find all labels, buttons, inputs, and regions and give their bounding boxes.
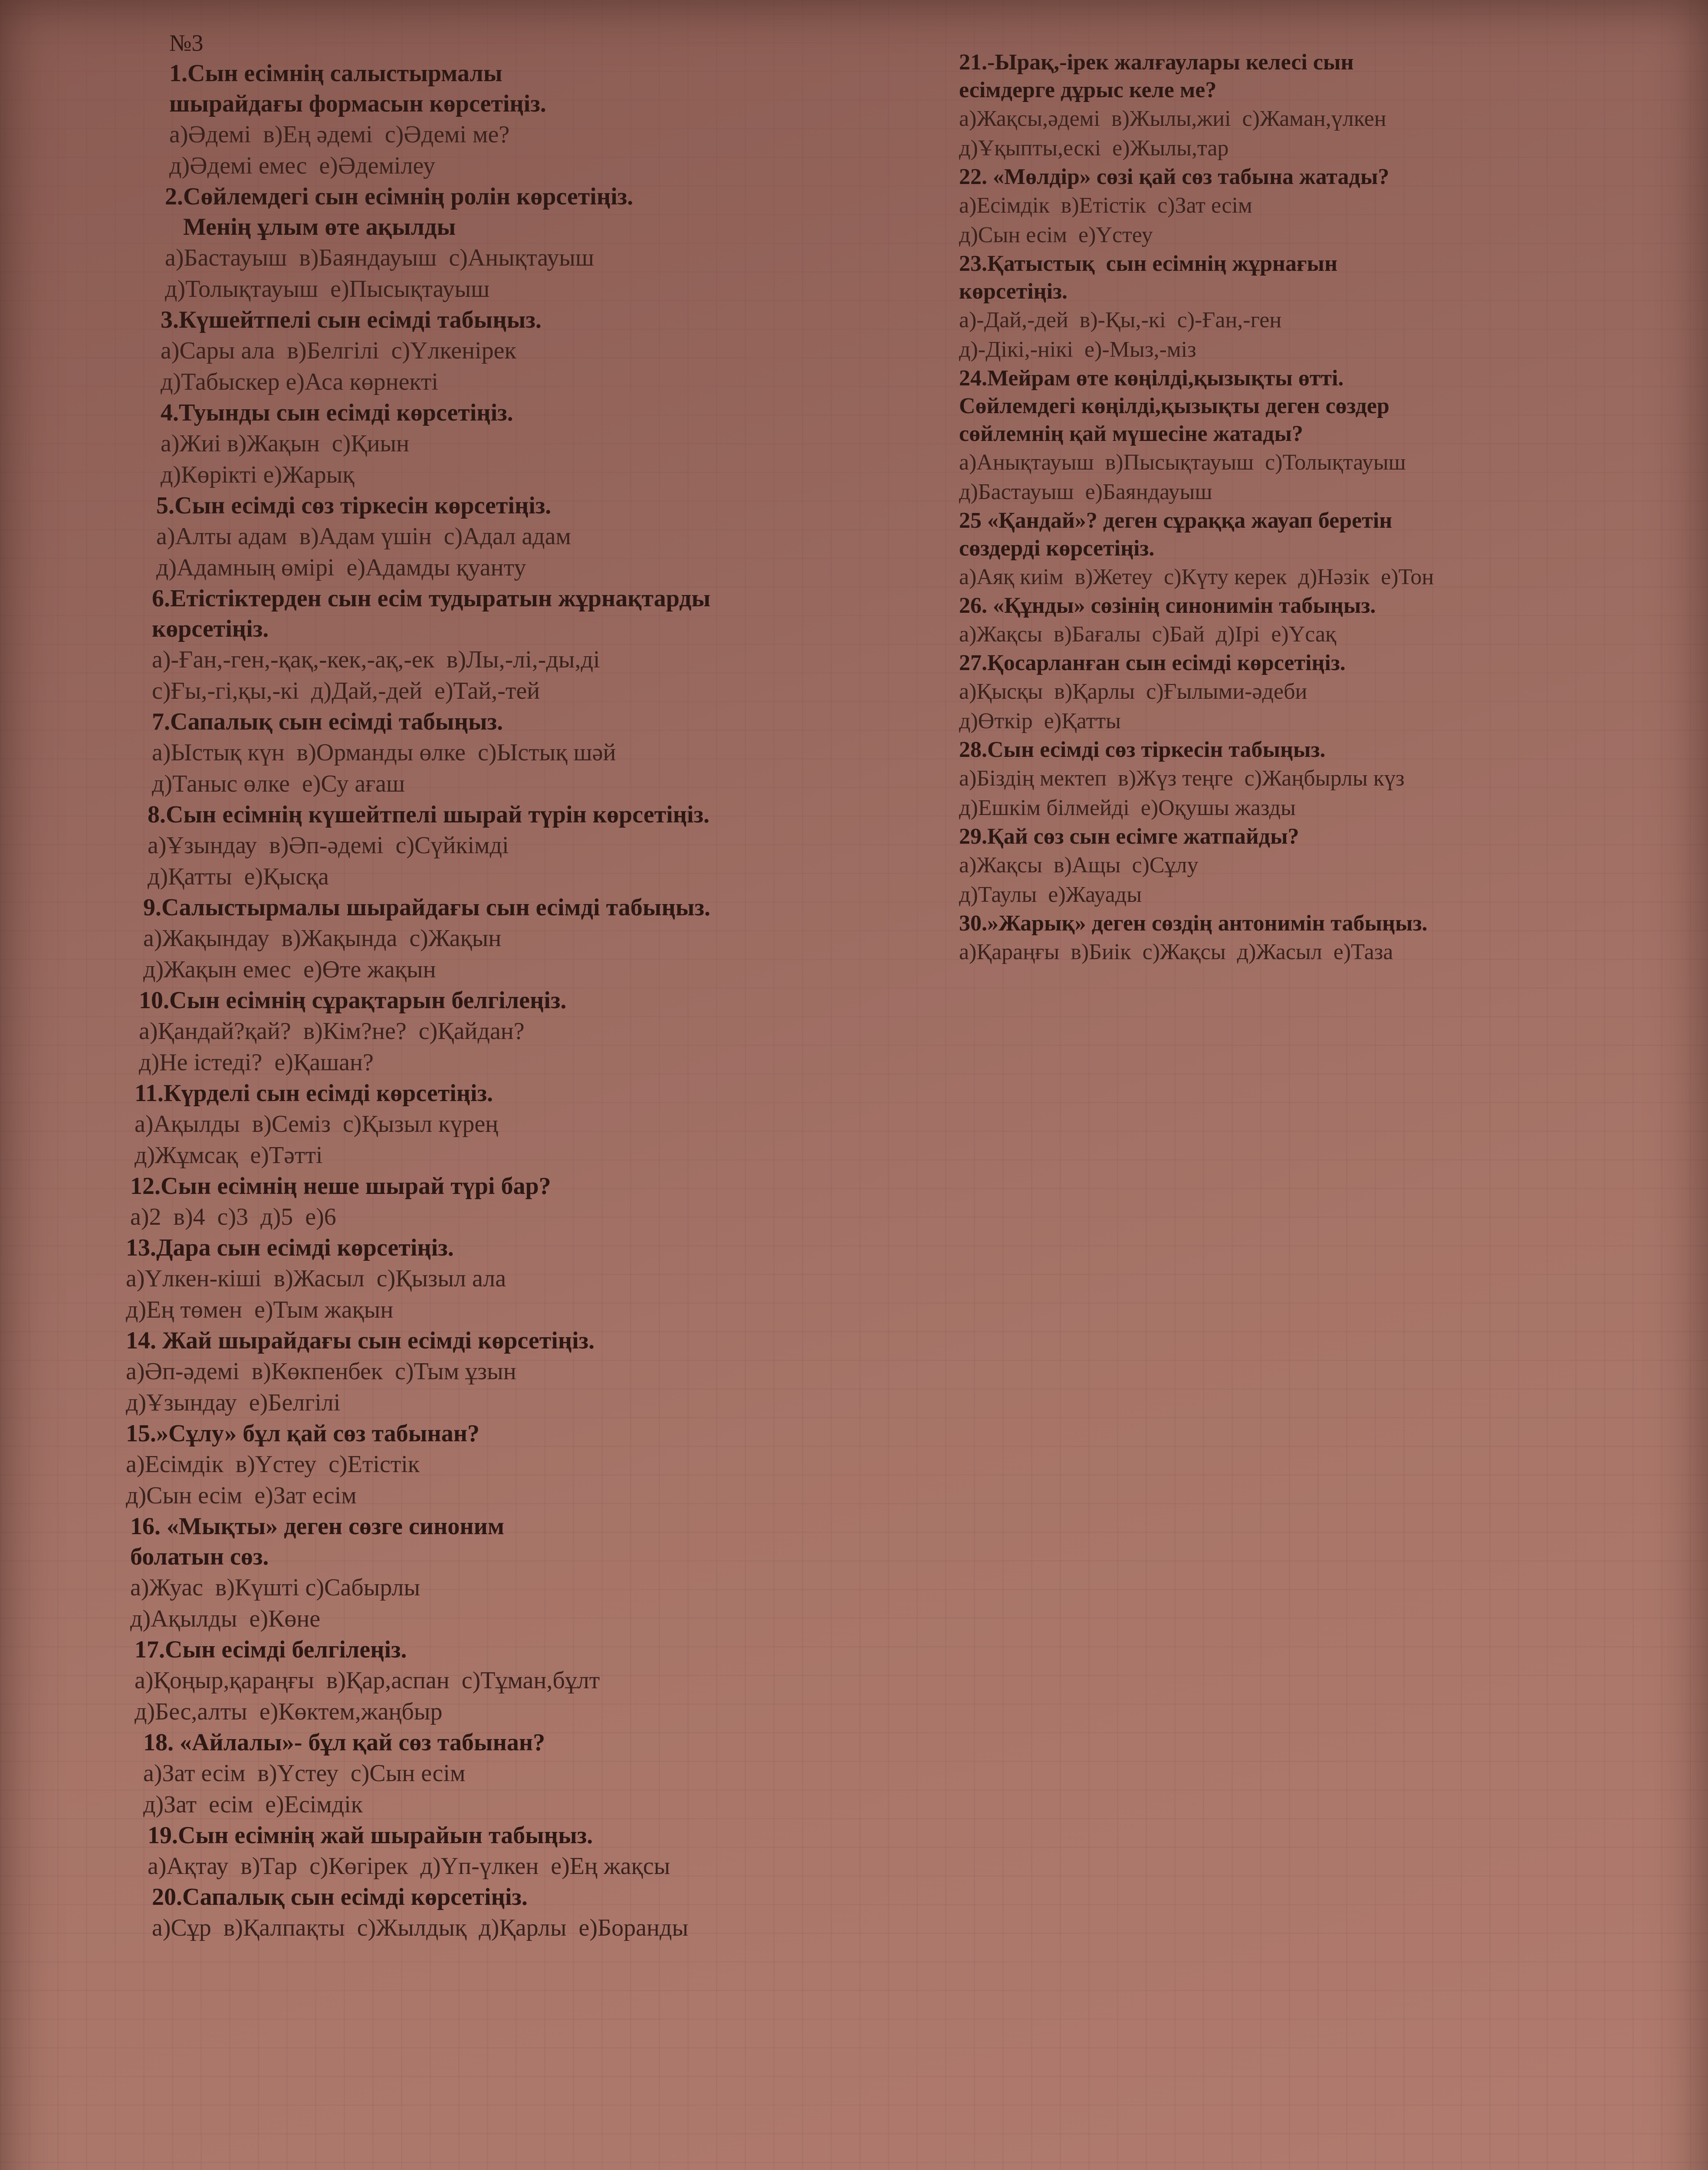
question-text: 8.Сын есімнің күшейтпелі шырай түрін көрсетіңіз. — [148, 801, 709, 828]
question-text: 22. «Мөлдір» сөзі қай сөз табына жатады? — [959, 164, 1389, 189]
answer-options-line: д)Ешкім білмейді е)Оқушы жазды — [959, 796, 1296, 820]
answer-options-line: а)Аяқ киім в)Жетеу с)Күту керек д)Нәзік е)Тон — [959, 565, 1434, 589]
question-block — [78, 1820, 859, 1882]
answer-options-line: а)Жақсы в)Бағалы с)Бай д)Ірі е)Үсақ — [959, 622, 1337, 647]
answer-options-line: а)Жиі в)Жақын с)Қиын — [161, 430, 410, 457]
question-block — [78, 1171, 859, 1233]
answer-options-line: а)Жақындау в)Жақында с)Жақын — [143, 925, 502, 952]
answer-options-line: д)Адамның өмірі е)Адамды қуанту — [156, 554, 526, 581]
answer-options-line: а)Есімдік в)Етістік с)Зат есім — [959, 193, 1252, 218]
answer-options-line: а)Әдемі в)Ең әдемі с)Әдемі ме? — [169, 121, 510, 148]
answer-options-line: д)Бес,алты е)Көктем,жаңбыр — [135, 1698, 443, 1725]
right-question-column — [959, 49, 1653, 967]
question-text: 3.Күшейтпелі сын есімді табыңыз. — [161, 306, 542, 333]
question-block — [78, 1727, 859, 1820]
question-text: 26. «Құнды» сөзінің синонимін табыңыз. — [959, 593, 1376, 618]
answer-options-line: д)Қатты е)Қысқа — [148, 863, 329, 890]
answer-options-line: д)Әдемі емес е)Әдемілеу — [169, 152, 436, 179]
question-block — [78, 1511, 859, 1634]
question-block — [78, 398, 859, 490]
question-text: 24.Мейрам өте көңілді,қызықты өтті. Сөйлемдегі көңілді,қызықты деген сөздер сөйлемнің қай мүшесіне жатады? — [959, 366, 1389, 446]
answer-options-line: а)Жақсы в)Ащы с)Сұлу — [959, 853, 1199, 878]
question-text: 17.Сын есімді белгілеңіз. — [135, 1636, 407, 1663]
answer-options-line: д)Ұзындау е)Белгілі — [126, 1389, 341, 1416]
question-text: 6.Етістіктерден сын есім тудыратын жұрнақтарды көрсетіңіз. — [152, 585, 711, 642]
answer-options-line: а)Анықтауыш в)Пысықтауыш с)Толықтауыш — [959, 450, 1406, 475]
answer-options-line: а)-Дай,-дей в)-Қы,-кі с)-Ған,-ген — [959, 308, 1282, 332]
answer-options-line: а)Сары ала в)Белгілі с)Үлкенірек — [161, 337, 516, 364]
question-block — [959, 736, 1653, 823]
answer-options-line: а)Қоңыр,қараңғы в)Қар,аспан с)Тұман,бұлт — [135, 1667, 600, 1694]
answer-options-line: а)Жуас в)Күшті с)Сабырлы — [130, 1574, 420, 1601]
answer-options-line: д)Сын есім е)Зат есім — [126, 1482, 357, 1509]
question-text: 2.Сөйлемдегі сын есімнің ролін көрсетіңіз. Менің ұлым өте ақылды — [165, 183, 634, 240]
question-block — [959, 823, 1653, 910]
question-block — [78, 1078, 859, 1171]
answer-options-line: д)Жұмсақ е)Тәтті — [135, 1142, 323, 1169]
answer-options-line: а)Қандай?қай? в)Кім?не? с)Қайдан? — [139, 1018, 525, 1045]
question-text: 21.-Ырақ,-ірек жалғаулары келесі сын есімдерге дұрыс келе ме? — [959, 50, 1354, 102]
answer-options-line: д)Бастауыш е)Баяндауыш — [959, 480, 1212, 504]
answer-options-line: д)Толықтауыш е)Пысықтауыш — [165, 276, 490, 302]
answer-options-line: а)Біздің мектеп в)Жүз теңге с)Жаңбырлы күз — [959, 766, 1405, 791]
question-text: 25 «Қандай»? деген сұраққа жауап беретін сөздерді көрсетіңіз. — [959, 508, 1393, 561]
answer-options-line: д)Таныс өлке е)Су ағаш — [152, 770, 405, 797]
answer-options-line: д)Көрікті е)Жарық — [161, 461, 355, 488]
answer-options-line: а)Ақылды в)Семіз с)Қызыл күрең — [135, 1111, 499, 1138]
question-text: 1.Сын есімнің салыстырмалы шырайдағы формасын көрсетіңіз. — [169, 60, 546, 117]
sheet-number-heading: №3 — [169, 30, 204, 56]
question-block — [78, 1418, 859, 1511]
question-text: 11.Күрделі сын есімді көрсетіңіз. — [135, 1080, 493, 1107]
answer-options-line: д)Зат есім е)Есімдік — [143, 1791, 363, 1818]
answer-options-line: а)Бастауыш в)Баяндауыш с)Анықтауыш — [165, 244, 595, 271]
answer-options-line: д)Табыскер е)Аса көрнекті — [161, 368, 438, 395]
question-block — [959, 649, 1653, 736]
question-block — [959, 365, 1653, 507]
question-block — [78, 892, 859, 985]
answer-options-line: д)-Дікі,-нікі е)-Мыз,-міз — [959, 337, 1196, 362]
question-block — [78, 305, 859, 398]
question-block — [78, 1233, 859, 1325]
answer-options-line: д)Не істеді? е)Қашан? — [139, 1049, 374, 1076]
question-text: 20.Сапалық сын есімді көрсетіңіз. — [152, 1884, 528, 1910]
question-block — [959, 507, 1653, 592]
question-text: 16. «Мықты» деген сөзге синоним болатын сөз. — [130, 1513, 505, 1570]
question-block — [959, 49, 1653, 163]
answer-options-line: а)2 в)4 с)3 д)5 е)6 — [130, 1203, 336, 1230]
question-text: 30.»Жарық» деген сөздің антонимін табыңыз. — [959, 911, 1428, 936]
question-text: 27.Қосарланған сын есімді көрсетіңіз. — [959, 651, 1346, 675]
answer-options-line: а)Сұр в)Қалпақты с)Жылдық д)Қарлы е)Боранды — [152, 1914, 689, 1941]
question-text: 13.Дара сын есімді көрсетіңіз. — [126, 1234, 454, 1261]
question-block — [959, 163, 1653, 250]
question-block — [78, 799, 859, 892]
answer-options-line: а)Ыстық күн в)Орманды өлке с)Ыстық шәй — [152, 739, 616, 766]
question-block — [78, 1634, 859, 1727]
question-block — [78, 58, 859, 181]
question-block — [959, 910, 1653, 967]
question-text: 15.»Сұлу» бұл қай сөз табынан? — [126, 1420, 480, 1447]
answer-options-line: д)Жақын емес е)Өте жақын — [143, 956, 436, 983]
question-text: 12.Сын есімнің неше шырай түрі бар? — [130, 1173, 551, 1200]
answer-options-line: а)Әп-әдемі в)Көкпенбек с)Тым ұзын — [126, 1358, 516, 1385]
question-block — [959, 250, 1653, 365]
answer-options-line: а)Үлкен-кіші в)Жасыл с)Қызыл ала — [126, 1265, 506, 1292]
question-text: 5.Сын есімді сөз тіркесін көрсетіңіз. — [156, 492, 552, 519]
answer-options-line: д)Ұқыпты,ескі е)Жылы,тар — [959, 136, 1229, 161]
question-text: 28.Сын есімді сөз тіркесін табыңыз. — [959, 737, 1326, 762]
question-text: 29.Қай сөз сын есімге жатпайды? — [959, 824, 1299, 849]
question-block — [78, 1325, 859, 1418]
answer-options-line: а)Есімдік в)Үстеу с)Етістік — [126, 1451, 420, 1478]
answer-options-line: с)Ғы,-гі,қы,-кі д)Дай,-дей е)Тай,-тей — [152, 677, 540, 704]
answer-options-line: а)Алты адам в)Адам үшін с)Адал адам — [156, 523, 571, 550]
question-block — [959, 592, 1653, 649]
question-block — [78, 181, 859, 305]
answer-options-line: д)Ең төмен е)Тым жақын — [126, 1296, 394, 1323]
question-text: 7.Сапалық сын есімді табыңыз. — [152, 708, 503, 735]
question-block — [78, 583, 859, 707]
question-text: 19.Сын есімнің жай шырайын табыңыз. — [148, 1822, 593, 1849]
answer-options-line: а)-Ған,-ген,-қақ,-кек,-ақ,-ек в)Лы,-лі,-ды,ді — [152, 646, 600, 673]
question-text: 14. Жай шырайдағы сын есімді көрсетіңіз. — [126, 1327, 595, 1354]
answer-options-line: д)Өткір е)Қатты — [959, 709, 1121, 733]
answer-options-line: д)Таулы е)Жауады — [959, 882, 1142, 907]
question-block — [78, 1882, 859, 1943]
answer-options-line: а)Зат есім в)Үстеу с)Сын есім — [143, 1760, 466, 1787]
question-text: 23.Қатыстық сын есімнің жұрнағын көрсетіңіз. — [959, 251, 1338, 304]
answer-options-line: а)Ақтау в)Тар с)Көгірек д)Үп-үлкен е)Ең жақсы — [148, 1853, 670, 1880]
answer-options-line: а)Ұзындау в)Әп-әдемі с)Сүйкімді — [148, 832, 509, 859]
question-text: 18. «Айлалы»- бұл қай сөз табынан? — [143, 1729, 545, 1756]
question-text: 9.Салыстырмалы шырайдағы сын есімді табыңыз. — [143, 894, 710, 921]
question-block — [78, 490, 859, 583]
answer-options-line: а)Қысқы в)Қарлы с)Ғылыми-әдеби — [959, 679, 1307, 704]
question-text: 4.Туынды сын есімді көрсетіңіз. — [161, 399, 513, 426]
question-block — [78, 985, 859, 1078]
left-question-column — [78, 28, 859, 1943]
answer-options-line: д)Сын есім е)Үстеу — [959, 223, 1153, 247]
answer-options-line: д)Ақылды е)Көне — [130, 1605, 321, 1632]
answer-options-line: а)Қараңғы в)Биік с)Жақсы д)Жасыл е)Таза — [959, 940, 1393, 964]
question-text: 10.Сын есімнің сұрақтарын белгілеңіз. — [139, 987, 567, 1014]
answer-options-line: а)Жақсы,әдемі в)Жылы,жиі с)Жаман,үлкен — [959, 106, 1386, 131]
question-block — [78, 707, 859, 799]
